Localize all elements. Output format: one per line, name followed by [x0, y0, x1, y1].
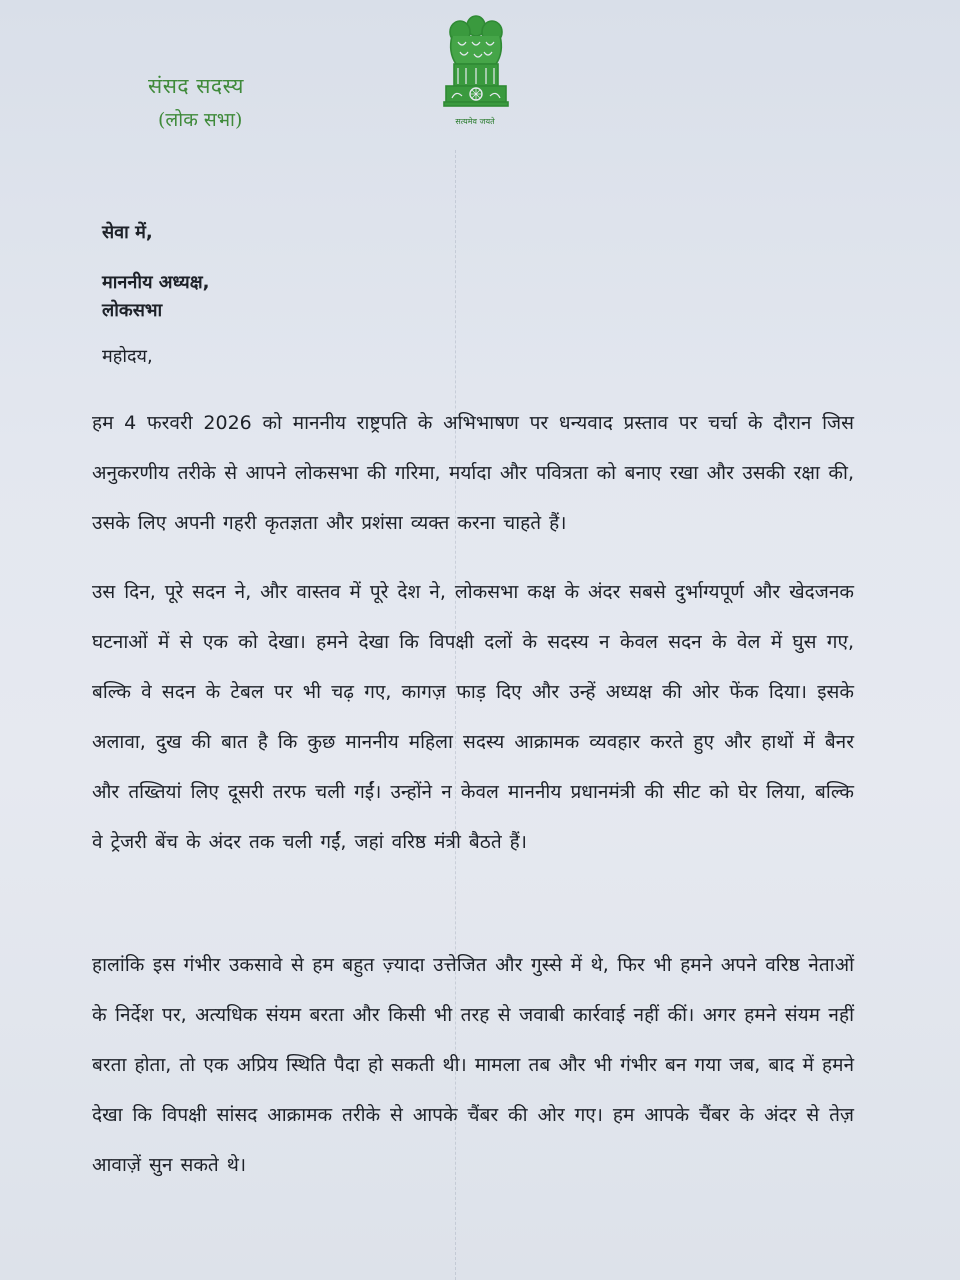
letterhead-title: संसद सदस्य — [148, 74, 244, 98]
letterhead-subtitle: (लोक सभा) — [158, 109, 243, 131]
national-emblem-icon — [438, 12, 514, 124]
address-recipient: माननीय अध्यक्ष, — [102, 272, 210, 293]
greeting: महोदय, — [102, 346, 153, 367]
address-office: लोकसभा — [102, 300, 163, 321]
body-paragraph-1: हम 4 फरवरी 2026 को माननीय राष्ट्रपति के अभिभाषण पर धन्यवाद प्रस्ताव पर चर्चा के दौरान जिस अनुकरणीय तरीके से आपने लोकसभा की गरिमा, मर्यादा और पवित्रता को बनाए रखा और उसकी रक्षा की, उसके लिए अपनी गहरी कृतज्ञता और प्रशंसा व्यक्त करना चाहते हैं। — [92, 412, 854, 534]
address-to: सेवा में, — [102, 222, 153, 243]
emblem-motto: सत्यमेव जयते — [455, 117, 495, 126]
body-paragraph-3: हालांकि इस गंभीर उकसावे से हम बहुत ज़्यादा उत्तेजित और गुस्से में थे, फिर भी हमने अपने वरिष्ठ नेताओं के निर्देश पर, अत्यधिक संयम बरता और किसी भी तरह से जवाबी कार्रवाई नहीं कीं। अगर हमने संयम नहीं बरता होता, तो एक अप्रिय स्थिति पैदा हो सकती थी। मामला तब और भी गंभीर बन गया जब, बाद में हमने देखा कि विपक्षी सांसद आक्रामक तरीके से आपके चैंबर की ओर गए। हम आपके चैंबर के अंदर से तेज़ आवाज़ें सुन सकते थे। — [92, 954, 854, 1176]
body-paragraph-2: उस दिन, पूरे सदन ने, और वास्तव में पूरे देश ने, लोकसभा कक्ष के अंदर सबसे दुर्भाग्यपूर्ण और खेदजनक घटनाओं में से एक को देखा। हमने देखा कि विपक्षी दलों के सदस्य न केवल सदन के वेल में घुस गए, बल्कि वे सदन के टेबल पर भी चढ़ गए, कागज़ फाड़ दिए और उन्हें अध्यक्ष की ओर फेंक दिया। इसके अलावा, दुख की बात है कि कुछ माननीय महिला सदस्य आक्रामक व्यवहार करते हुए और हाथों में बैनर और तख्तियां लिए दूसरी तरफ चली गईं। उन्होंने न केवल माननीय प्रधानमंत्री की सीट को घेर लिया, बल्कि वे ट्रेजरी बेंच के अंदर तक चली गईं, जहां वरिष्ठ मंत्री बैठते हैं। — [92, 581, 854, 853]
